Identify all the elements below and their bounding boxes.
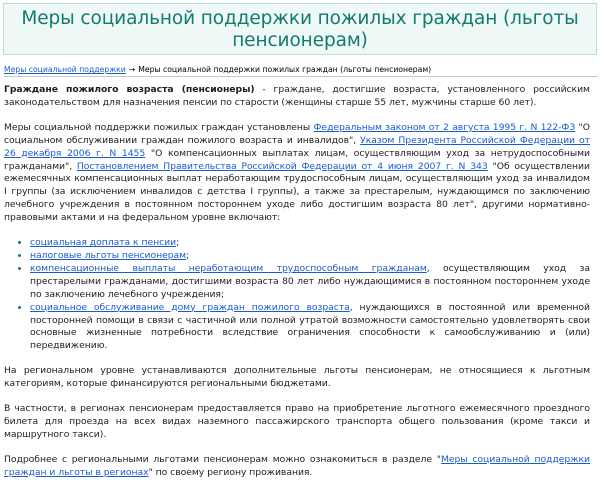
list-item <box>30 263 590 302</box>
legal-text-4: "Об осуществлении ежемесячных компенсационных выплат неработающим трудоспособным лицам, осуществляющим уход за инвалидом I группы (за исключением инвалидов с детства I группы), а также за престарелым, нуждающимся по заключению лечебного учреждения в постоянном постороннем уходе либо достигшим возраста 80 лет", другими нормативно-правовыми актами и на федеральном уровне включают: <box>4 160 590 224</box>
link-compensation-payments[interactable]: компенсационные выплаты неработающим трудоспособным гражданам <box>30 262 427 274</box>
link-federal-law[interactable]: Федеральным законом от 2 августа 1995 г. N 122-ФЗ <box>313 121 576 133</box>
divider <box>4 76 598 77</box>
list-item-text: ; <box>186 249 190 261</box>
benefits-list <box>4 237 590 353</box>
title-banner <box>3 3 597 55</box>
link-social-supplement[interactable]: социальная доплата к пенсии <box>30 237 177 249</box>
list-item <box>30 237 590 250</box>
legal-text-3: "О компенсационных выплатах лицам, осуществляющим уход за нетрудоспособными гражданами", <box>4 147 590 172</box>
article-body <box>4 84 590 492</box>
more-info-paragraph <box>4 454 590 480</box>
link-regional-benefits[interactable]: Меры социальной поддержки граждан и льготы в регионах <box>4 453 590 478</box>
list-item-text: , нуждающихся в постоянной или временной посторонней помощи в связи с частичной или полной утратой возможности самостоятельно удовлетворять свои основные жизненные потребности вследствие ограничения способности к самообслуживанию и (или) передвижению. <box>30 301 590 352</box>
breadcrumb-arrow-icon: → <box>128 65 136 74</box>
more-text-1: Подробнее с региональными льготами пенсионерам можно ознакомиться в разделе " <box>4 453 441 465</box>
intro-paragraph <box>4 84 590 110</box>
page-title: Меры социальной поддержки пожилых граждан (льготы пенсионерам) <box>21 8 579 51</box>
legal-text-1: Меры социальной поддержки пожилых граждан установлены <box>4 121 314 133</box>
link-presidential-decree[interactable]: Указом Президента Российской Федерации от 26 декабря 2006 г. N 1455 <box>4 134 590 159</box>
intro-definition: - граждане, достигшие возраста, установленного российским законодательством для назначения пенсии по старости (женщины старше 55 лет, мужчины старше 60 лет). <box>4 84 590 108</box>
link-social-home-service[interactable]: социальное обслуживание дому граждан пожилого возраста <box>30 301 350 313</box>
breadcrumb <box>4 64 431 75</box>
link-government-resolution[interactable]: Постановлением Правительства Российской Федерации от 4 июня 2007 г. N 343 <box>76 160 488 172</box>
legal-text-2: "О социальном обслуживании граждан пожилого возраста и инвалидов", <box>4 121 590 146</box>
list-item <box>30 250 590 263</box>
list-item-text: ; <box>176 237 180 249</box>
breadcrumb-link-parent[interactable]: Меры социальной поддержки <box>4 65 126 74</box>
list-item <box>30 302 590 354</box>
more-text-2: " по своему региону проживания. <box>148 466 313 478</box>
link-tax-benefits[interactable]: налоговые льготы пенсионерам <box>30 249 187 261</box>
list-item-text: , осуществляющим уход за престарелыми гражданами, достигшими возраста 80 лет либо нуждающимися в постоянном постороннем уходе по заключению лечебного учреждения; <box>30 262 590 300</box>
intro-term: Граждане пожилого возраста (пенсионеры) <box>4 84 255 95</box>
transport-paragraph: В частности, в регионах пенсионерам предоставляется право на приобретение льготного ежемесячного проездного билета для проезда на всех видах наземного пассажирского транспорта общего пользования (кроме такси и маршрутного такси). <box>4 403 590 440</box>
breadcrumb-current: Меры социальной поддержки пожилых граждан (льготы пенсионерам) <box>138 65 432 74</box>
legal-basis-paragraph <box>4 122 590 225</box>
regional-paragraph: На региональном уровне устанавливаются дополнительные льготы пенсионерам, не относящиеся к льготным категориям, которые финансируются региональными бюджетами. <box>4 365 590 390</box>
